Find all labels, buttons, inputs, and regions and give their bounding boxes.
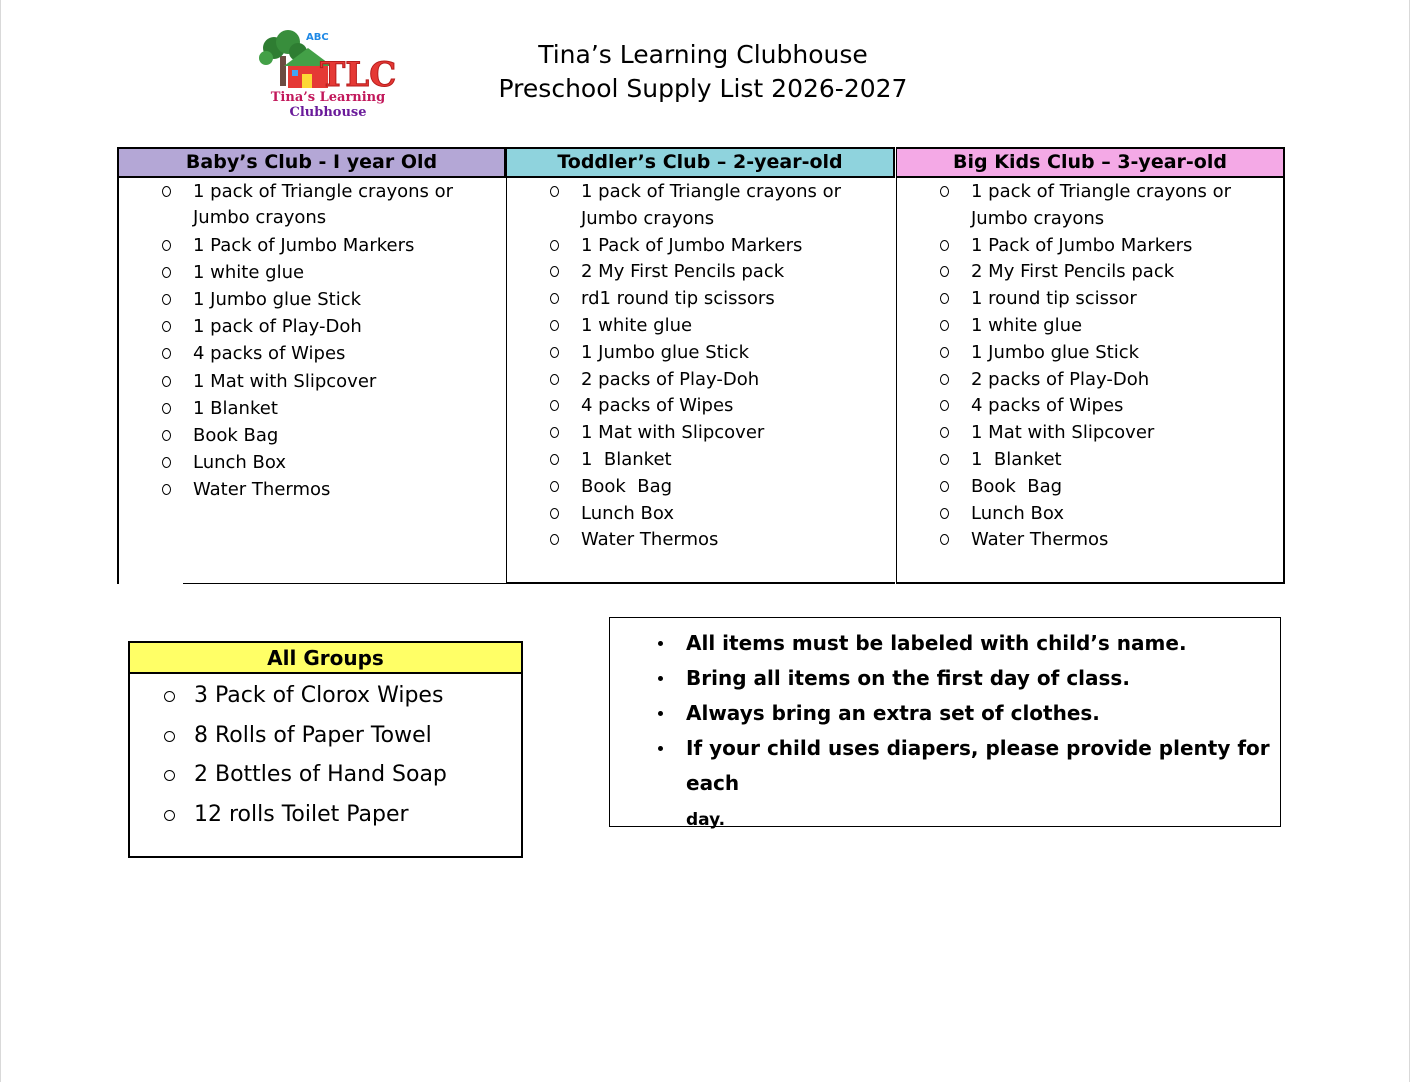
item-text: rd1 round tip scissors	[581, 288, 775, 310]
all-groups-item	[130, 795, 521, 835]
circle-bullet-icon	[940, 186, 949, 197]
item-text: 1 white glue	[581, 314, 693, 336]
all-groups-item	[130, 716, 521, 756]
item-list	[507, 179, 895, 554]
item-text: 4 packs of Wipes	[581, 395, 734, 417]
item-text: Book Bag	[581, 475, 673, 497]
supply-list-item	[119, 287, 506, 313]
note-text: Bring all items on the first day of class.	[686, 666, 1130, 690]
circle-bullet-icon	[940, 240, 949, 251]
bullet-dot-icon	[658, 641, 663, 646]
circle-bullet-icon	[550, 186, 559, 197]
note-item	[610, 731, 1280, 801]
item-text: 1 Pack of Jumbo Markers	[971, 234, 1193, 256]
circle-bullet-icon	[550, 374, 559, 385]
supply-list-item	[119, 450, 506, 476]
item-text: 1 Blanket	[971, 448, 1062, 470]
circle-bullet-icon	[940, 508, 949, 519]
supply-list-item	[507, 313, 895, 340]
item-text: Water Thermos	[193, 479, 331, 501]
item-text: Book Bag	[971, 475, 1063, 497]
circle-bullet-icon	[550, 266, 559, 277]
circle-bullet-icon	[940, 320, 949, 331]
item-text: 1 Mat with Slipcover	[971, 422, 1155, 444]
supply-list-item	[119, 396, 506, 422]
supply-list-item	[897, 340, 1283, 367]
supply-list-item	[119, 477, 506, 503]
logo	[258, 26, 398, 124]
supply-list-item	[897, 420, 1283, 447]
logo-text-line1: Tina’s Learning	[270, 90, 386, 105]
note-item	[610, 696, 1280, 731]
item-text: 1 Pack of Jumbo Markers	[581, 234, 803, 256]
notes-box	[609, 617, 1281, 830]
logo-abc-text: ABC	[306, 32, 329, 43]
column-body	[896, 178, 1285, 584]
all-groups-box	[128, 641, 523, 858]
circle-bullet-icon	[940, 454, 949, 465]
item-list	[897, 179, 1283, 554]
note-item	[610, 661, 1280, 696]
logo-text	[258, 90, 398, 120]
circle-bullet-icon	[162, 186, 171, 197]
circle-bullet-icon	[940, 400, 949, 411]
circle-bullet-icon	[940, 374, 949, 385]
circle-bullet-icon	[940, 293, 949, 304]
item-text: 1 pack of Triangle crayons or Jumbo crayons	[193, 181, 459, 229]
supply-table	[117, 147, 1286, 584]
circle-bullet-icon	[550, 508, 559, 519]
supply-list-item	[507, 501, 895, 528]
item-text: Water Thermos	[581, 529, 719, 551]
item-text: 1 Blanket	[581, 448, 672, 470]
item-text: 1 Mat with Slipcover	[581, 422, 765, 444]
supply-list-item	[897, 447, 1283, 474]
item-text: 4 packs of Wipes	[193, 343, 346, 365]
circle-bullet-icon	[940, 347, 949, 358]
item-list	[119, 179, 506, 505]
item-text: 2 Bottles of Hand Soap	[194, 762, 447, 787]
bullet-dot-icon	[658, 711, 663, 716]
bullet-dot-icon	[658, 676, 663, 681]
logo-mark-text: TLC	[320, 55, 397, 92]
page-title	[460, 38, 946, 106]
supply-list-item	[507, 233, 895, 260]
supply-list-item	[507, 340, 895, 367]
item-text: 1 round tip scissor	[971, 288, 1137, 310]
all-groups-item	[130, 755, 521, 795]
circle-bullet-icon	[164, 770, 175, 781]
note-text: If your child uses diapers, please provide plenty for each	[686, 736, 1270, 795]
title-line-1: Tina’s Learning Clubhouse	[538, 40, 868, 69]
supply-list-item	[507, 474, 895, 501]
column-body	[117, 178, 506, 584]
circle-bullet-icon	[164, 810, 175, 821]
column-toddlers-club	[506, 147, 895, 584]
item-text: 1 Jumbo glue Stick	[971, 341, 1140, 363]
supply-list-item	[507, 286, 895, 313]
note-text: All items must be labeled with child’s name.	[686, 631, 1187, 655]
supply-list-item	[897, 259, 1283, 286]
circle-bullet-icon	[162, 430, 171, 441]
supply-list-item	[897, 393, 1283, 420]
column-body	[506, 178, 895, 584]
circle-bullet-icon	[940, 481, 949, 492]
item-text: Lunch Box	[193, 452, 287, 474]
circle-bullet-icon	[940, 534, 949, 545]
supply-list-item	[897, 501, 1283, 528]
circle-bullet-icon	[162, 403, 171, 414]
all-groups-heading: All Groups	[130, 643, 521, 674]
column-heading: Toddler’s Club – 2-year-old	[506, 147, 895, 178]
circle-bullet-icon	[550, 400, 559, 411]
bottom-rule	[183, 583, 506, 584]
circle-bullet-icon	[550, 240, 559, 251]
logo-text-line2: Clubhouse	[289, 105, 367, 120]
supply-list-item	[119, 369, 506, 395]
supply-list-item	[897, 179, 1283, 233]
circle-bullet-icon	[164, 691, 175, 702]
supply-list-item	[897, 367, 1283, 394]
circle-bullet-icon	[550, 320, 559, 331]
supply-list-item	[897, 527, 1283, 554]
circle-bullet-icon	[162, 240, 171, 251]
note-item	[610, 626, 1280, 661]
item-text: 1 pack of Play-Doh	[193, 316, 362, 338]
note-continuation-text: day.	[686, 810, 726, 830]
item-text: 1 Pack of Jumbo Markers	[193, 234, 415, 256]
circle-bullet-icon	[550, 534, 559, 545]
circle-bullet-icon	[162, 484, 171, 495]
circle-bullet-icon	[162, 348, 171, 359]
supply-list-item	[119, 314, 506, 340]
item-text: 1 pack of Triangle crayons or Jumbo crayons	[581, 181, 847, 229]
item-text: 8 Rolls of Paper Towel	[194, 722, 432, 748]
note-text: Always bring an extra set of clothes.	[686, 701, 1100, 725]
supply-list-item	[507, 447, 895, 474]
item-text: 1 white glue	[971, 314, 1083, 336]
circle-bullet-icon	[940, 427, 949, 438]
item-text: Lunch Box	[971, 502, 1065, 524]
item-text: 12 rolls Toilet Paper	[194, 801, 409, 827]
supply-list-item	[119, 179, 506, 232]
column-heading: Baby’s Club - I year Old	[117, 147, 506, 178]
circle-bullet-icon	[162, 321, 171, 332]
circle-bullet-icon	[550, 427, 559, 438]
circle-bullet-icon	[550, 481, 559, 492]
page-left-edge	[0, 0, 1, 1082]
item-text: 1 Mat with Slipcover	[193, 370, 377, 392]
bullet-dot-icon	[658, 746, 663, 751]
circle-bullet-icon	[550, 347, 559, 358]
logo-graphic	[258, 26, 398, 92]
all-groups-item	[130, 676, 521, 716]
supply-list-item	[507, 393, 895, 420]
supply-list-item	[507, 527, 895, 554]
circle-bullet-icon	[940, 266, 949, 277]
item-text: 2 packs of Play-Doh	[971, 368, 1150, 390]
supply-list-item	[119, 341, 506, 367]
supply-list-item	[897, 313, 1283, 340]
notes-list	[610, 618, 1280, 838]
circle-bullet-icon	[164, 731, 175, 742]
note-continuation	[610, 801, 1280, 838]
circle-bullet-icon	[550, 454, 559, 465]
supply-list-item	[897, 286, 1283, 313]
item-text: 3 Pack of Clorox Wipes	[194, 683, 444, 708]
circle-bullet-icon	[550, 293, 559, 304]
supply-list-item	[507, 367, 895, 394]
item-text: 2 packs of Play-Doh	[581, 368, 760, 390]
column-babys-club	[117, 147, 506, 584]
circle-bullet-icon	[162, 376, 171, 387]
item-text: 1 pack of Triangle crayons or Jumbo crayons	[971, 181, 1237, 229]
item-text: Book Bag	[193, 425, 279, 447]
item-text: 2 My First Pencils pack	[581, 261, 785, 283]
supply-list-item	[507, 179, 895, 233]
supply-list-item	[507, 420, 895, 447]
circle-bullet-icon	[162, 267, 171, 278]
item-text: 1 Blanket	[193, 397, 278, 419]
supply-list-item	[119, 423, 506, 449]
supply-list-item	[119, 260, 506, 286]
item-text: 2 My First Pencils pack	[971, 261, 1175, 283]
all-groups-list	[130, 674, 521, 834]
item-text: 1 Jumbo glue Stick	[193, 289, 362, 311]
item-text: 1 Jumbo glue Stick	[581, 341, 750, 363]
circle-bullet-icon	[162, 294, 171, 305]
supply-list-item	[507, 259, 895, 286]
item-text: Lunch Box	[581, 502, 675, 524]
supply-list-item	[897, 233, 1283, 260]
supply-list-item	[119, 233, 506, 259]
supply-list-item	[897, 474, 1283, 501]
circle-bullet-icon	[162, 457, 171, 468]
title-line-2: Preschool Supply List 2026-2027	[498, 74, 908, 103]
item-text: Water Thermos	[971, 529, 1109, 551]
item-text: 1 white glue	[193, 261, 305, 283]
column-big-kids-club	[896, 147, 1285, 584]
column-heading: Big Kids Club – 3-year-old	[896, 147, 1285, 178]
item-text: 4 packs of Wipes	[971, 395, 1124, 417]
